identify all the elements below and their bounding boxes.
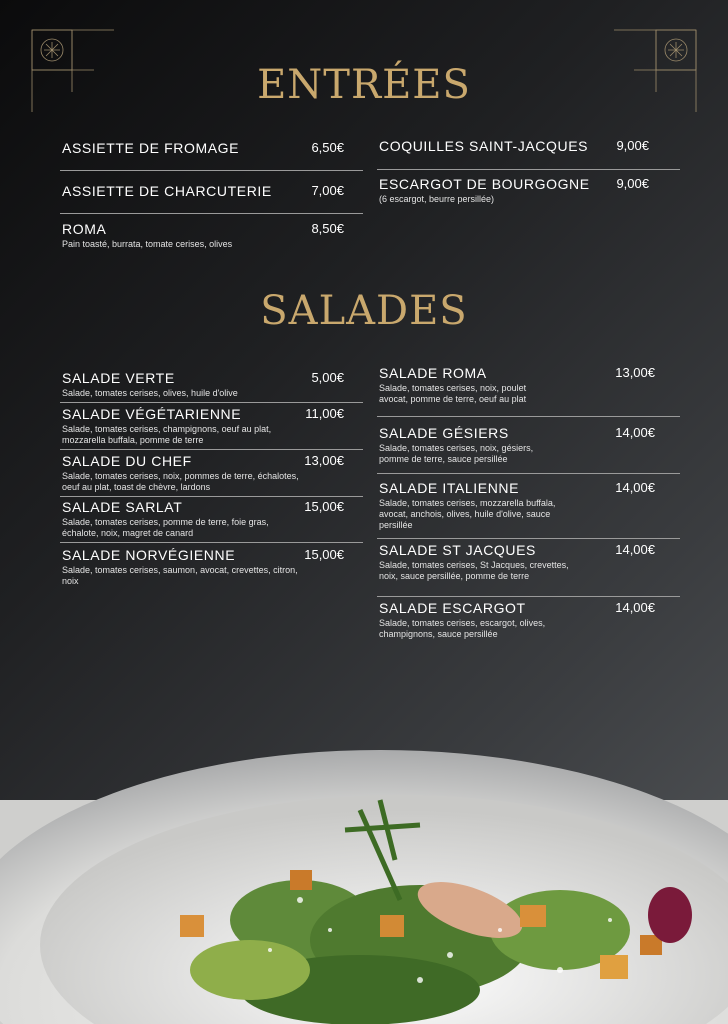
item-description: Salade, tomates cerises, saumon, avocat, crevettes, citron, noix <box>62 565 298 586</box>
divider <box>60 542 363 543</box>
menu-item <box>62 453 344 493</box>
item-price: 11,00€ <box>305 406 344 421</box>
menu-item <box>62 183 344 199</box>
item-name: SALADE DU CHEF <box>62 453 192 469</box>
item-name: ASSIETTE DE FROMAGE <box>62 140 240 156</box>
item-price: 7,00€ <box>311 183 344 198</box>
item-price: 13,00€ <box>615 365 655 380</box>
divider <box>60 402 363 403</box>
item-price: 14,00€ <box>615 542 655 557</box>
item-description: Salade, tomates cerises, olives, huile d'olive <box>62 388 238 398</box>
item-name: SALADE VÉGÉTARIENNE <box>62 406 242 422</box>
item-price: 14,00€ <box>615 425 655 440</box>
menu-item <box>379 600 655 640</box>
item-price: 9,00€ <box>616 138 649 153</box>
item-price: 15,00€ <box>304 499 344 514</box>
divider <box>377 169 680 170</box>
divider <box>377 416 680 417</box>
item-price: 6,50€ <box>311 140 344 155</box>
menu-item <box>62 140 344 156</box>
item-description: Salade, tomates cerises, champignons, oeuf au plat, mozzarella buffala, pomme de terre <box>62 424 272 445</box>
item-name: SALADE ITALIENNE <box>379 480 520 496</box>
item-description: (6 escargot, beurre persillée) <box>379 194 495 204</box>
entrees-title: ENTRÉES <box>257 62 471 108</box>
item-price: 15,00€ <box>304 547 344 562</box>
menu-item <box>62 406 344 446</box>
item-description: Salade, tomates cerises, escargot, olives, champignons, sauce persillée <box>379 618 546 639</box>
item-price: 9,00€ <box>616 176 649 191</box>
menu-item <box>379 138 649 154</box>
menu-item <box>379 425 655 465</box>
item-price: 5,00€ <box>311 370 344 385</box>
item-price: 14,00€ <box>615 480 655 495</box>
divider <box>60 213 363 214</box>
item-name: SALADE SARLAT <box>62 499 183 515</box>
item-name: SALADE ESCARGOT <box>379 600 526 616</box>
menu-item <box>62 221 344 250</box>
item-description: Salade, tomates cerises, mozzarella buffala, avocat, anchois, olives, huile d'olive, sauce persillée <box>379 498 556 530</box>
menu-item <box>62 499 344 539</box>
salad-plate-photo <box>0 740 728 1024</box>
divider <box>60 170 363 171</box>
item-description: Salade, tomates cerises, noix, poulet avocat, pomme de terre, oeuf au plat <box>379 383 527 404</box>
divider <box>377 596 680 597</box>
menu-item <box>62 370 344 399</box>
item-description: Salade, tomates cerises, noix, gésiers, pomme de terre, sauce persillée <box>379 443 534 464</box>
item-name: SALADE ROMA <box>379 365 487 381</box>
item-name: ASSIETTE DE CHARCUTERIE <box>62 183 272 199</box>
divider <box>60 449 363 450</box>
item-description: Pain toasté, burrata, tomate cerises, olives <box>62 239 233 249</box>
item-price: 13,00€ <box>304 453 344 468</box>
item-price: 14,00€ <box>615 600 655 615</box>
item-description: Salade, tomates cerises, St Jacques, crevettes, noix, sauce persillée, pomme de terre <box>379 560 569 581</box>
item-name: COQUILLES SAINT-JACQUES <box>379 138 589 154</box>
item-name: SALADE NORVÉGIENNE <box>62 547 236 563</box>
item-description: Salade, tomates cerises, noix, pommes de terre, échalotes, oeuf au plat, toast de chèvre, lardons <box>62 471 299 492</box>
item-price: 8,50€ <box>311 221 344 236</box>
item-name: SALADE VERTE <box>62 370 175 386</box>
menu-item <box>379 480 655 531</box>
divider <box>60 496 363 497</box>
menu-item <box>379 365 655 405</box>
item-description: Salade, tomates cerises, pomme de terre, foie gras, échalote, noix, magret de canard <box>62 517 269 538</box>
menu-item <box>379 176 649 205</box>
item-name: ESCARGOT DE BOURGOGNE <box>379 176 590 192</box>
divider <box>377 473 680 474</box>
menu-item <box>62 547 344 587</box>
salades-title: SALADES <box>260 288 468 334</box>
item-name: ROMA <box>62 221 107 237</box>
divider <box>377 538 680 539</box>
menu-item <box>379 542 655 582</box>
item-name: SALADE ST JACQUES <box>379 542 536 558</box>
item-name: SALADE GÉSIERS <box>379 425 509 441</box>
